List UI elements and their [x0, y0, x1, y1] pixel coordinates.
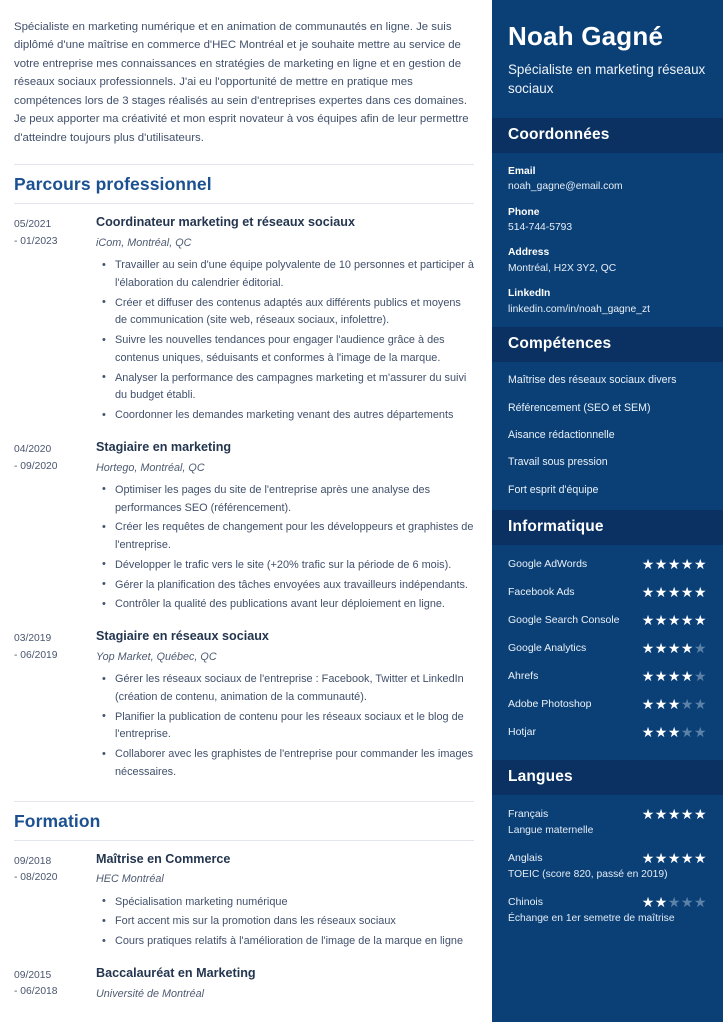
- star-filled-icon: ★: [680, 583, 694, 600]
- software-item: [508, 556, 707, 573]
- entry-body: [96, 629, 474, 783]
- entry: [14, 966, 474, 1008]
- skill-item: Fort esprit d'équipe: [508, 483, 599, 496]
- star-filled-icon: ★: [641, 849, 655, 866]
- entry-bullet: • Planifier la publication de contenu pour les réseaux sociaux et le blog de l'entreprise.: [113, 709, 474, 745]
- star-filled-icon: ★: [693, 849, 707, 866]
- sidebar-title-skills: Compétences: [508, 335, 612, 353]
- star-filled-icon: ★: [693, 611, 707, 628]
- language-note: TOEIC (score 820, passé en 2019): [508, 868, 668, 880]
- star-filled-icon: ★: [693, 805, 707, 822]
- star-filled-icon: ★: [641, 611, 655, 628]
- entry-dates: [14, 440, 96, 475]
- star-filled-icon: ★: [667, 723, 681, 740]
- software-name: Google Search Console: [508, 613, 620, 626]
- entry: [14, 440, 474, 616]
- star-rating: [642, 724, 707, 741]
- language-note: Langue maternelle: [508, 824, 594, 836]
- section-divider-bottom: [14, 840, 474, 841]
- sidebar-band-languages: [492, 760, 723, 795]
- skill-item: Aisance rédactionnelle: [508, 428, 615, 441]
- software-item: [508, 724, 707, 741]
- job-organization: Hortego, Montréal, QC: [96, 461, 205, 474]
- star-rating: [642, 612, 707, 629]
- job-organization: Yop Market, Québec, QC: [96, 650, 217, 663]
- star-filled-icon: ★: [667, 667, 681, 684]
- section-education: [14, 801, 474, 1008]
- entry: [14, 852, 474, 953]
- entry-date-start: 09/2015: [14, 969, 52, 981]
- skills-list: [492, 362, 723, 506]
- star-filled-icon: ★: [667, 805, 681, 822]
- languages-list: [492, 795, 723, 935]
- contact-value[interactable]: 514-744-5793: [508, 221, 573, 233]
- contact-label: Email: [508, 165, 536, 177]
- software-name: Facebook Ads: [508, 585, 575, 598]
- section-experience: [14, 164, 474, 783]
- star-empty-icon: ★: [693, 639, 707, 656]
- star-rating: [642, 806, 707, 823]
- star-empty-icon: ★: [667, 893, 681, 910]
- skill-item: Référencement (SEO et SEM): [508, 401, 651, 414]
- star-filled-icon: ★: [693, 583, 707, 600]
- entry-bullet: • Développer le trafic vers le site (+20% trafic sur la période de 6 mois).: [113, 557, 474, 575]
- contact-label: Address: [508, 247, 550, 259]
- star-filled-icon: ★: [654, 639, 668, 656]
- entry-bullet-list: [96, 257, 474, 425]
- entry-body: [96, 440, 474, 616]
- entry-date-end: - 06/2018: [14, 986, 58, 998]
- contact-value[interactable]: Montréal, H2X 3Y2, QC: [508, 262, 617, 274]
- star-filled-icon: ★: [667, 639, 681, 656]
- entry-bullet: • Créer et diffuser des contenus adaptés aux différents publics et moyens de communication (site web, réseaux sociaux, infolettre).: [113, 295, 474, 331]
- entry-body: [96, 852, 474, 953]
- entry-bullet: • Fort accent mis sur la promotion dans les réseaux sociaux: [113, 913, 474, 931]
- language-name: Français: [508, 807, 549, 820]
- star-empty-icon: ★: [680, 723, 694, 740]
- entry: [14, 629, 474, 783]
- language-name: Chinois: [508, 895, 544, 908]
- star-empty-icon: ★: [693, 667, 707, 684]
- entry-bullet: • Suivre les nouvelles tendances pour engager l'audience grâce à des contenus uniques, séduisants et conformes à l'image de la marque.: [113, 332, 474, 368]
- star-rating: [642, 668, 707, 685]
- job-title: Coordinateur marketing et réseaux sociaux: [96, 215, 355, 230]
- language-note: Échange en 1er semetre de maîtrise: [508, 912, 675, 924]
- contact-list: [492, 153, 723, 324]
- star-filled-icon: ★: [654, 849, 668, 866]
- star-filled-icon: ★: [680, 805, 694, 822]
- entry-date-end: - 06/2019: [14, 649, 58, 661]
- star-filled-icon: ★: [680, 611, 694, 628]
- star-filled-icon: ★: [667, 695, 681, 712]
- entry-bullet: • Contrôler la qualité des publications avant leur déploiement en ligne.: [113, 596, 474, 614]
- entry-bullet: • Créer les requêtes de changement pour les développeurs et graphistes de l'entreprise.: [113, 519, 474, 555]
- language-item: [508, 894, 707, 927]
- entry-body: [96, 966, 474, 1008]
- star-filled-icon: ★: [680, 639, 694, 656]
- star-empty-icon: ★: [693, 893, 707, 910]
- entry-date-start: 05/2021: [14, 219, 52, 231]
- language-item: [508, 850, 707, 883]
- skill-item: Maîtrise des réseaux sociaux divers: [508, 374, 677, 387]
- contact-value[interactable]: noah_gagne@email.com: [508, 181, 623, 193]
- language-row: [508, 850, 707, 867]
- software-item: [508, 612, 707, 629]
- entry-date-start: 09/2018: [14, 855, 52, 867]
- star-rating: [642, 640, 707, 657]
- contact-item: [508, 286, 707, 317]
- star-rating: [642, 584, 707, 601]
- star-filled-icon: ★: [641, 667, 655, 684]
- entry-bullet-list: [96, 482, 474, 614]
- star-filled-icon: ★: [641, 583, 655, 600]
- star-filled-icon: ★: [654, 805, 668, 822]
- star-empty-icon: ★: [680, 695, 694, 712]
- degree-title: Maîtrise en Commerce: [96, 851, 231, 866]
- sidebar-title-contact: Coordonnées: [508, 125, 610, 143]
- star-filled-icon: ★: [641, 893, 655, 910]
- section-title-education: Formation: [14, 810, 101, 831]
- contact-item: [508, 205, 707, 236]
- sidebar-header: [492, 0, 723, 114]
- star-rating: [642, 696, 707, 713]
- language-item: [508, 806, 707, 839]
- software-list: [492, 545, 723, 756]
- entry-date-start: 03/2019: [14, 633, 52, 645]
- language-row: [508, 806, 707, 823]
- star-filled-icon: ★: [680, 555, 694, 572]
- degree-title: Baccalauréat en Marketing: [96, 965, 256, 980]
- entry-dates: [14, 966, 96, 1001]
- entry-bullet: • Travailler au sein d'une équipe polyvalente de 10 personnes et participer à l'élaboration du calendrier éditorial.: [113, 257, 474, 293]
- education-entries: [14, 852, 474, 1008]
- software-item: [508, 668, 707, 685]
- entry-date-start: 04/2020: [14, 444, 52, 456]
- star-rating: [642, 556, 707, 573]
- star-filled-icon: ★: [654, 611, 668, 628]
- star-filled-icon: ★: [654, 583, 668, 600]
- entry-date-end: - 09/2020: [14, 460, 58, 472]
- star-filled-icon: ★: [654, 723, 668, 740]
- star-filled-icon: ★: [641, 805, 655, 822]
- sidebar-title-languages: Langues: [508, 767, 573, 785]
- job-organization: iCom, Montréal, QC: [96, 237, 192, 250]
- star-filled-icon: ★: [641, 555, 655, 572]
- star-filled-icon: ★: [680, 849, 694, 866]
- sidebar-band-contact: [492, 118, 723, 153]
- sidebar-title-software: Informatique: [508, 517, 604, 535]
- star-filled-icon: ★: [654, 695, 668, 712]
- software-name: Hotjar: [508, 725, 537, 738]
- star-filled-icon: ★: [654, 555, 668, 572]
- star-filled-icon: ★: [680, 667, 694, 684]
- star-filled-icon: ★: [693, 555, 707, 572]
- star-filled-icon: ★: [654, 893, 668, 910]
- job-title: Stagiaire en réseaux sociaux: [96, 629, 269, 644]
- skill-item: Travail sous pression: [508, 456, 608, 469]
- entry-date-end: - 08/2020: [14, 872, 58, 884]
- entry-bullet-list: [96, 894, 474, 951]
- contact-value[interactable]: linkedin.com/in/noah_gagne_zt: [508, 303, 650, 315]
- entry-bullet: • Gérer les réseaux sociaux de l'entreprise : Facebook, Twitter et LinkedIn (création de contenu, animation de la communauté).: [113, 671, 474, 707]
- experience-entries: [14, 215, 474, 783]
- star-filled-icon: ★: [667, 555, 681, 572]
- star-empty-icon: ★: [693, 695, 707, 712]
- contact-item: [508, 245, 707, 276]
- software-name: Adobe Photoshop: [508, 697, 592, 710]
- entry-date-end: - 01/2023: [14, 235, 58, 247]
- language-row: [508, 894, 707, 911]
- entry-bullet: • Optimiser les pages du site de l'entreprise après une analyse des performances SEO (référencement).: [113, 482, 474, 518]
- sidebar-band-skills: [492, 327, 723, 362]
- star-filled-icon: ★: [654, 667, 668, 684]
- section-title-experience: Parcours professionnel: [14, 174, 212, 195]
- software-name: Google Analytics: [508, 641, 587, 654]
- entry-dates: [14, 629, 96, 664]
- profile-summary: Spécialiste en marketing numérique et en animation de communautés en ligne. Je suis diplômé d'une maîtrise en commerce d'HEC Montréal et je souhaite mettre au service de votre entreprise mes connaissances en stratégies de marketing en ligne et en gestion de réseaux sociaux professionnels. J'ai eu l'opportunité de mettre en pratique mes compétences lors de 3 stages réalisés au sein d'entreprises expertes dans ces domaines. Je peux apporter ma créativité et mon esprit novateur à vos équipes afin de leur permettre d'atteindre toujours plus d'utilisateurs.: [14, 21, 469, 144]
- star-filled-icon: ★: [667, 849, 681, 866]
- software-item: [508, 696, 707, 713]
- star-rating: [642, 894, 707, 911]
- star-filled-icon: ★: [667, 583, 681, 600]
- contact-item: [508, 164, 707, 195]
- entry-dates: [14, 215, 96, 250]
- software-item: [508, 584, 707, 601]
- candidate-role: Spécialiste en marketing réseaux sociaux: [508, 61, 706, 96]
- entry-bullet: • Cours pratiques relatifs à l'amélioration de l'image de la marque en ligne: [113, 933, 474, 951]
- star-filled-icon: ★: [641, 639, 655, 656]
- star-filled-icon: ★: [667, 611, 681, 628]
- job-title: Stagiaire en marketing: [96, 440, 232, 455]
- entry: [14, 215, 474, 427]
- sidebar-band-software: [492, 510, 723, 545]
- entry-bullet-list: [96, 671, 474, 782]
- contact-label: Phone: [508, 206, 540, 218]
- entry-body: [96, 215, 474, 427]
- software-item: [508, 640, 707, 657]
- star-empty-icon: ★: [693, 723, 707, 740]
- software-name: Google AdWords: [508, 557, 588, 570]
- entry-dates: [14, 852, 96, 887]
- star-filled-icon: ★: [641, 695, 655, 712]
- software-name: Ahrefs: [508, 669, 539, 682]
- star-filled-icon: ★: [641, 723, 655, 740]
- entry-bullet: • Spécialisation marketing numérique: [113, 894, 474, 912]
- entry-bullet: • Collaborer avec les graphistes de l'entreprise pour commander les images nécessaires.: [113, 746, 474, 782]
- sidebar: [492, 0, 723, 1022]
- entry-bullet: • Gérer la planification des tâches envoyées aux travailleurs indépendants.: [113, 577, 474, 595]
- section-divider-bottom: [14, 203, 474, 204]
- school-name: HEC Montréal: [96, 873, 164, 886]
- candidate-name: Noah Gagné: [508, 21, 664, 51]
- star-empty-icon: ★: [680, 893, 694, 910]
- star-rating: [642, 850, 707, 867]
- contact-label: LinkedIn: [508, 288, 551, 300]
- entry-bullet: • Coordonner les demandes marketing venant des autres départements: [113, 407, 474, 425]
- language-name: Anglais: [508, 851, 543, 864]
- school-name: Université de Montréal: [96, 987, 205, 1000]
- entry-bullet: • Analyser la performance des campagnes marketing et m'assurer du suivi du budget établi.: [113, 370, 474, 406]
